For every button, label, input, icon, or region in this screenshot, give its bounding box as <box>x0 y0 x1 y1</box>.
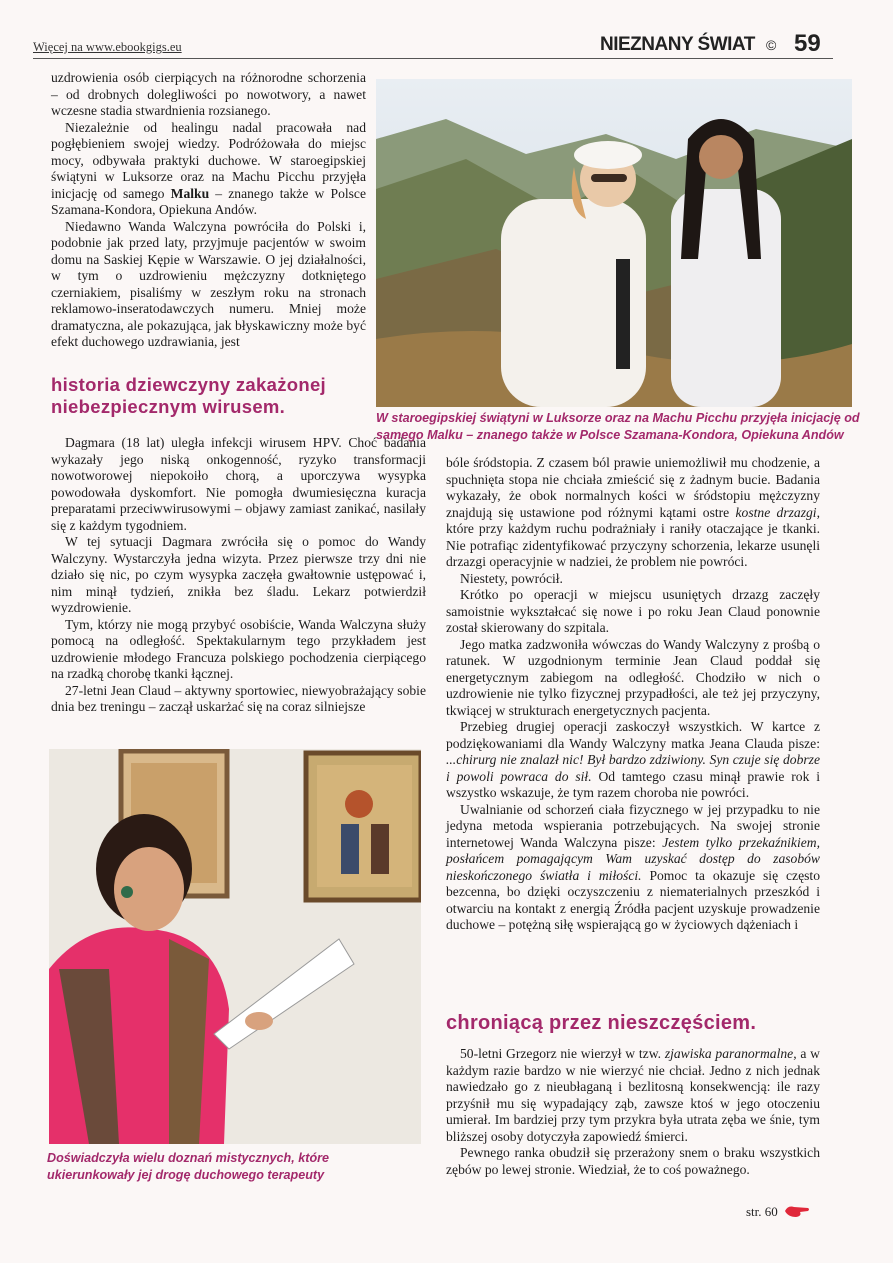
column-2-bottom <box>446 1046 820 1178</box>
column-2-top <box>446 455 820 934</box>
name-malku: Malku <box>170 185 210 201</box>
continue-link[interactable] <box>746 1204 810 1220</box>
column-1-middle <box>51 435 426 716</box>
paragraph: Jego matka zadzwoniła wówczas do Wandy Walczyny z prośbą o ratunek. W uzgodnionym terminie Jean Claud poddał się energetycznym zabiegom na odległość. Chodziło w nich o uzdrowienie nie tylko fizycznej przypadłości, ale też jej przyczyny, tkwiącej w strukturach energetycznych pacjenta. <box>446 636 820 718</box>
column-1-top <box>51 70 366 351</box>
photo-machu-picchu <box>376 79 852 407</box>
paragraph: 50-letni Grzegorz nie wierzył w tzw. zjawiska paranormalne, a w każdym razie bardzo w nie wierzyć nie chciał. Jedno z nich jednak nawiedzało go z nieubłaganą i bezlitosną konsekwencją: ile razy przyśnił mu się wypadający ząb, zawsze ktoś w jego otoczeniu umierał. Im bardziej przy tym przykra była utrata zęba we śnie, tym bliższej osoby dotyczyła zapowiedź śmierci. <box>446 1046 820 1144</box>
caption-bottom-photo: Doświadczyła wielu doznań mistycznych, które ukierunkowały jej drogę duchowego terapeuty <box>47 1151 330 1182</box>
paragraph: Dagmara (18 lat) uległa infekcji wirusem HPV. Choć badania wykazały jego niską onkogenność, ryzyko transformacji nowotworowej niepokoiło chorą, a uporczywa wysypka powodowała dyskomfort. Nie pomogła dwumiesięczna kuracja preparatami przeciwwirusowymi – objawy zamiast zanikać, nasilały się z każdym tygodniem. <box>51 435 426 533</box>
header-rule <box>33 58 833 59</box>
continue-text: str. 60 <box>746 1204 778 1219</box>
paragraph: Pewnego ranka obudził się przerażony snem o braku wszystkich zębów po lewej stronie. Wiedział, że to coś poważnego. <box>446 1145 820 1177</box>
header-circle-symbol: © <box>766 37 777 53</box>
paragraph: bóle śródstopia. Z czasem ból prawie uniemożliwił mu chodzenie, a spuchnięta stopa nie chciała zmieścić się z żadnym bucie. Badania wykazały, że obok normalnych kości w śródstopiu mężczyzny znajdują się ustawione pod różnymi kątami ostre kostne drzazgi, które przy każdym ruchu podrażniały i raniły otaczające je tkanki. Nie potrafiąc zidentyfikować przyczyny schorzenia, lekarze usunęli drzazgi operacyjnie w nadziei, że problem nie powróci. <box>446 455 820 569</box>
paragraph: Niedawno Wanda Walczyna powróciła do Polski i, podobnie jak przed laty, przyjmuje pacjentów w swoim domu na Saskiej Kępie w Warszawie. O jej działalności, w tym o uzdrowieniu mężczyzny dotkniętego czerniakiem, pisaliśmy w zeszłym roku na stronach reklamowo-inseratodawczych numeru. Mniej może dramatyczna, ale pokazująca, jak błyskawiczny może być efekt duchowego uzdrawiania, jest <box>51 218 366 349</box>
caption-top-photo: W staroegipskiej świątyni w Luksorze oraz na Machu Picchu przyjęła inicjację od samego Malku – znanego także w Polsce Szamana-Kondora, Opiekuna Andów <box>376 411 860 442</box>
pointing-hand-icon <box>784 1204 810 1218</box>
paragraph: Niestety, powrócił. <box>460 570 563 586</box>
section-heading-2: chroniącą przez nieszczęściem. <box>446 1012 757 1034</box>
reading-photo-illustration <box>49 749 421 1144</box>
page-number: 59 <box>794 30 821 57</box>
photo-wanda-reading <box>49 749 421 1144</box>
paragraph: Krótko po operacji w miejscu usuniętych drzazg zaczęły samoistnie wykształcać się nowe i po roku Jean Claud ponownie został skierowany do szpitala. <box>446 587 820 635</box>
paragraph: W tej sytuacji Dagmara zwróciła się o pomoc do Wandy Walczyny. Wystarczyła jedna wizyta. Przez pierwsze trzy dni nie działo się nic, po czym wysypka zaczęła gwałtownie ustępować i, nim minął tydzień, znikła bez śladu. Lekarz potwierdził wyzdrowienie. <box>51 534 426 615</box>
paragraph: Uwalnianie od schorzeń ciała fizycznego w jej przypadku to nie jedyna metoda wspierania potrzebujących. Na swojej stronie internetowej Wanda Walczyna pisze: Jestem tylko przekaźnikiem, posłańcem pomagającym Wam uzyskać dostęp do zasobów nieskończonego światła i miłości. Pomoc ta okazuje się często bezcenna, bo dzięki oczyszczeniu z niematerialnych przeszkód i otwarciu na kontakt z energią Źródła pacjent uzyskuje prowadzenie duchowe – potężną siłę wspierającą go w życiowych dążeniach i <box>446 801 820 932</box>
paragraph: 27-letni Jean Claud – aktywny sportowiec, niewyobrażający sobie dnia bez treningu – zaczął uskarżać się na coraz silniejsze <box>51 682 426 714</box>
paragraph: Przebieg drugiej operacji zaskoczył wszystkich. W kartce z podziękowaniami dla Wandy Walczyny matka Jeana Clauda pisze: ...chirurg nie znalazł nic! Był bardzo zdziwiony. Syn czuje się dobrze i powoli powraca do sił. Od tamtego czasu minął prawie rok i wszystko wskazuje, że tym razem choroba nie powróci. <box>446 719 820 800</box>
paragraph: Niezależnie od healingu nadal pracowała nad pogłębieniem swojej wiedzy. Podróżowała do miejsc mocy, odbywała praktyki duchowe. W staroegipskiej świątyni w Luksorze oraz na Machu Picchu przyjęła inicjację od samego Malku – znanego także w Polsce Szamana-Kondora, Opiekuna Andów. <box>51 119 366 217</box>
section-heading-1: historia dziewczyny zakażonej niebezpiecznym wirusem. <box>51 374 326 417</box>
magazine-title: NIEZNANY ŚWIAT <box>600 34 755 55</box>
paragraph: uzdrowienia osób cierpiących na różnorodne schorzenia – od drobnych dolegliwości po nowotwory, a nawet wczesne stadia stwardnienia rozsianego. <box>51 70 366 118</box>
mountain-photo-illustration <box>376 79 852 407</box>
paragraph: Tym, którzy nie mogą przybyć osobiście, Wanda Walczyna służy pomocą na odległość. Spektakularnym tego przykładem jest uzdrowienie młodego Francuza polskiego pochodzenia cierpiącego na rzadką chorobę tkanki łącznej. <box>51 616 426 681</box>
header-link[interactable]: Więcej na www.ebookgigs.eu <box>33 40 182 54</box>
